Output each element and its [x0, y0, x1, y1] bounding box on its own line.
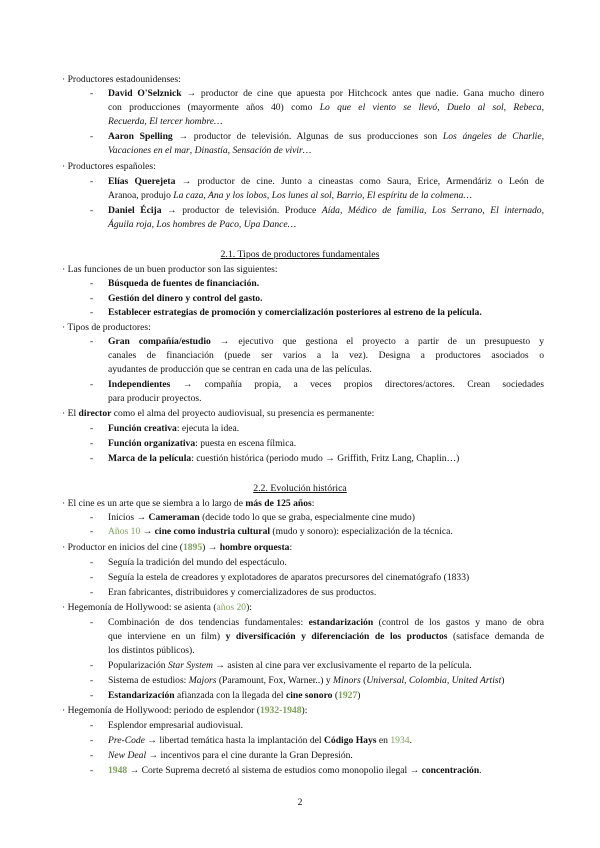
page-number: 2: [297, 797, 303, 808]
list-dash: -: [90, 765, 94, 776]
list-dash: -: [90, 307, 94, 318]
list-dash: -: [90, 572, 94, 583]
item-selznick: David O'Selznick → productor de cine que apuesta por Hitchcock antes que nadie. Gana mucho dinero: [108, 88, 544, 99]
item-spelling: Aaron Spelling → productor de televisión. Algunas de sus producciones son Los ángeles de Charlie,: [108, 131, 545, 142]
bullet-hollywood-settles: · Hegemonía de Hollywood: se asienta (años 20):: [62, 602, 252, 613]
bullet-hollywood-splendor: · Hegemonía de Hollywood: periodo de esplendor (1932-1948):: [62, 705, 308, 716]
list-dash: -: [90, 278, 94, 289]
list-dash: -: [90, 438, 94, 449]
list-dash: -: [90, 690, 94, 701]
list-dash: -: [90, 131, 94, 142]
bullet-producer-types: · Tipos de productores:: [62, 322, 151, 333]
bullet-early-producer: · Productor en inicios del cine (1895) → hombre orquesta:: [62, 542, 293, 553]
bullet-us-producers: · Productores estadounidenses:: [62, 74, 181, 85]
list-dash: -: [90, 557, 94, 568]
document-page: · Productores estadounidenses: - David O'Selznick → productor de cine que apuesta por Hitchcock antes que nadie. Gana mucho dinero con producciones (mayormente años 40) como Lo que el viento se llevó, Duelo al sol, Rebeca, Recuerda, El tercer hombre… - Aaron Spelling → productor de televisión. Algunas de sus producciones son Los ángeles de Charlie, Vacaciones en el mar, Dinastía, Sensación de vivir… · Productores españoles: - Elías Querejeta → productor de cine. Junto a cineastas como Saura, Erice, Armendáriz o León de Aranoa, produjo La caza, Ana y los lobos, Los lunes al sol, Barrio, El espíritu de la colmena… - Daniel Écija → productor de televisión. Produce Aída, Médico de familia, Los Serrano, El internado, Águila roja, Los hombres de Paco, Upa Dance… 2.1. Tipos de productores fundamentales · Las funciones de un buen productor son las siguientes: - Búsqueda de fuentes de financiación. - Gestión del dinero y control del gasto. - Establecer estrategias de promoción y comercialización posteriores al estreno de la película. · Tipos de productores: - Gran compañía/estudio → ejecutivo que gestiona el proyecto a partir de un presupuesto y canales de financiación (puede ser varios a la vez). Designa a productores asociados o ayudantes de producción que se centran en cada una de las películas. - Independientes → compañía propia, a veces propios directores/actores. Crean sociedades para producir proyectos. · El director como el alma del proyecto audiovisual, su presencia es permanente: - Función creativa: ejecuta la idea. - Función organizativa: puesta en escena fílmica. - Marca de la película: cuestión histórica (periodo mudo → Griffith, Fritz Lang, Chaplin…) 2.2. Evolución histórica · El cine es un arte que se siembra a lo largo de más de 125 años: - Inicios → Cameraman (decide todo lo que se graba, especialmente cine mudo) - Años 10 → cine como industria cultural (mudo y sonoro): especialización de la técnica. · Productor en inicios del cine (1895) → hombre orquesta: - Seguía la tradición del mundo del espectáculo. - Seguía la estela de creadores y explotadores de aparatos precursores del cinematógrafo (1833) - Eran fabricantes, distribuidores y comercializadores de sus productos. · Hegemonía de Hollywood: se asienta (años 20): - Combinación de dos tendencias fundamentales: estandarización (control de los gastos y mano de obra que interviene en un film) y diversificación y diferenciación de los productos (satisface demanda de los distintos públicos). - Popularización Star System → asisten al cine para ver exclusivamente el reparto de la película. - Sistema de estudios: Majors (Paramount, Fox, Warner..) y Minors (Universal, Colombia, United Artist) - Estandarización afianzada con la llegada del cine sonoro (1927) · Hegemonía de Hollywood: periodo de esplendor (1932-1948): - Esplendor empresarial audiovisual. - Pre-Code → libertad temática hasta la implantación del Código Hays en 1934. - New Deal → incentivos para el cine durante la Gran Depresión. - 1948 → Corte Suprema decretó al sistema de estudios como monopolio ilegal → concentración. 2: [0, 0, 600, 848]
bullet-director: · El director como el alma del proyecto audiovisual, su presencia es permanente:: [62, 408, 375, 419]
list-dash: -: [90, 205, 94, 216]
list-dash: -: [90, 293, 94, 304]
item-ecija: Daniel Écija → productor de televisión. Produce Aída, Médico de familia, Los Serrano, El internado,: [108, 205, 544, 216]
list-dash: -: [90, 720, 94, 731]
list-dash: -: [90, 379, 94, 390]
list-dash: -: [90, 453, 94, 464]
section-heading-2-2: 2.2. Evolución histórica: [253, 483, 347, 494]
list-dash: -: [90, 88, 94, 99]
list-dash: -: [90, 675, 94, 686]
list-dash: -: [90, 512, 94, 523]
list-dash: -: [90, 176, 94, 187]
list-dash: -: [90, 336, 94, 347]
list-dash: -: [90, 735, 94, 746]
bullet-functions: · Las funciones de un buen productor son las siguientes:: [62, 264, 278, 275]
section-heading-2-1: 2.1. Tipos de productores fundamentales: [220, 249, 380, 260]
list-dash: -: [90, 617, 94, 628]
list-dash: -: [90, 423, 94, 434]
item-querejeta: Elías Querejeta → productor de cine. Junto a cineastas como Saura, Erice, Armendáriz o León de: [108, 176, 544, 187]
list-dash: -: [90, 750, 94, 761]
list-dash: -: [90, 587, 94, 598]
bullet-cinema-art: · El cine es un arte que se siembra a lo largo de más de 125 años:: [62, 498, 315, 509]
list-dash: -: [90, 526, 94, 537]
list-dash: -: [90, 660, 94, 671]
bullet-es-producers: · Productores españoles:: [62, 161, 156, 172]
